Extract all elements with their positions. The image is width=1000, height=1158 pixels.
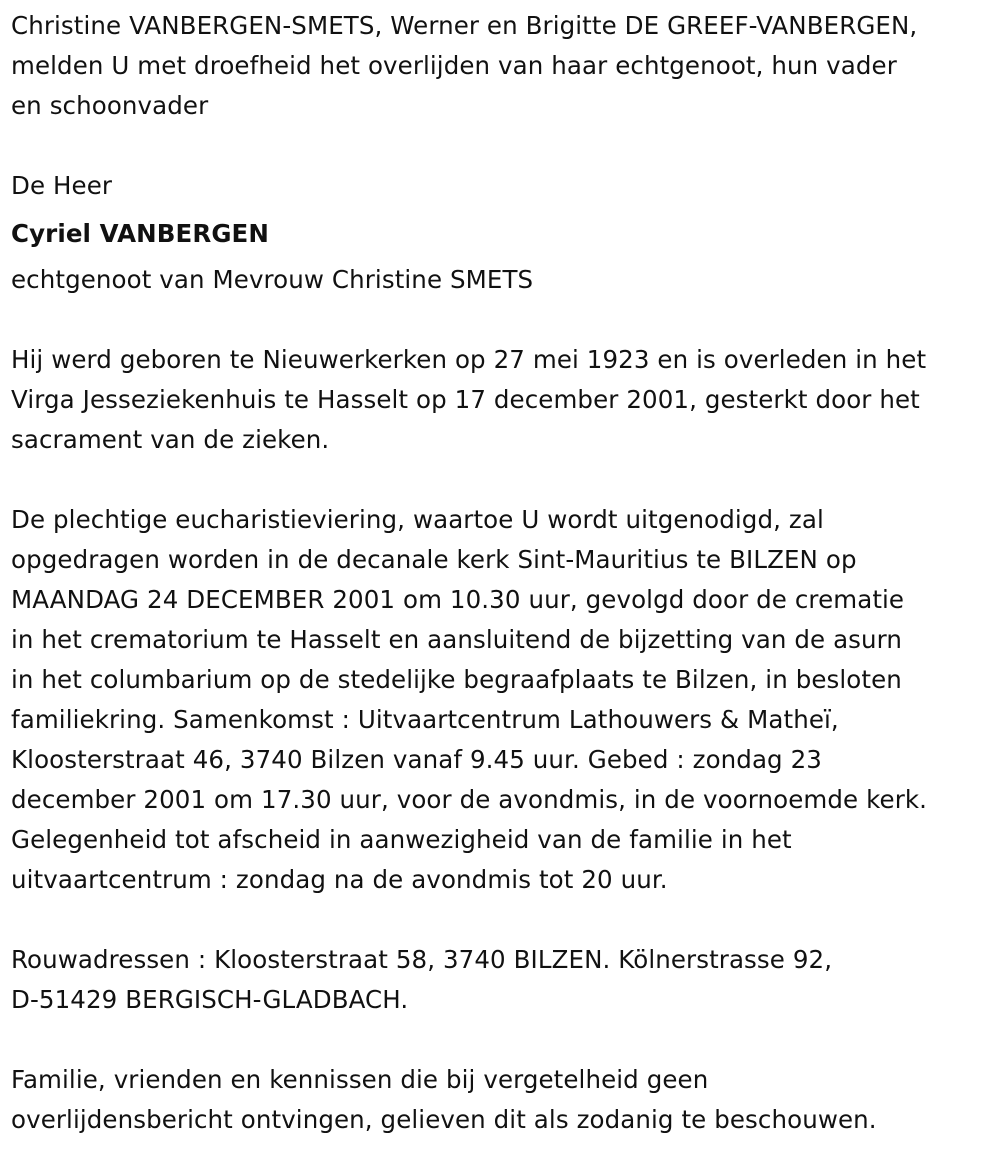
- deceased-name: Cyriel VANBERGEN: [11, 219, 269, 248]
- birth-death-paragraph: [11, 340, 996, 460]
- paragraph-line: in het crematorium te Hasselt en aansluitend de bijzetting van de asurn: [11, 625, 903, 654]
- spacer: [11, 1020, 996, 1060]
- ceremony-paragraph: [11, 500, 996, 900]
- paragraph-line: De plechtige eucharistieviering, waartoe U wordt uitgenodigd, zal: [11, 505, 824, 534]
- paragraph-line: Hij werd geboren te Nieuwerkerken op 27 mei 1923 en is overleden in het: [11, 345, 927, 374]
- paragraph-line: MAANDAG 24 DECEMBER 2001 om 10.30 uur, gevolgd door de crematie: [11, 585, 905, 614]
- death-notice: [11, 6, 996, 1140]
- paragraph-line: sacrament van de zieken.: [11, 425, 330, 454]
- paragraph-line: opgedragen worden in de decanale kerk Sint-Mauritius te BILZEN op: [11, 545, 857, 574]
- honorific-title: De Heer: [11, 171, 113, 200]
- spacer: [11, 126, 996, 166]
- paragraph-line: Gelegenheid tot afscheid in aanwezigheid van de familie in het: [11, 825, 792, 854]
- intro-line: en schoonvader: [11, 91, 209, 120]
- paragraph-line: D-51429 BERGISCH-GLADBACH.: [11, 985, 409, 1014]
- deceased-block: [11, 166, 996, 300]
- intro-line: Christine VANBERGEN-SMETS, Werner en Brigitte DE GREEF-VANBERGEN,: [11, 11, 918, 40]
- spacer: [11, 300, 996, 340]
- paragraph-line: Rouwadressen : Kloosterstraat 58, 3740 BILZEN. Kölnerstrasse 92,: [11, 945, 833, 974]
- intro-paragraph: [11, 6, 996, 126]
- paragraph-line: Kloosterstraat 46, 3740 Bilzen vanaf 9.45 uur. Gebed : zondag 23: [11, 745, 822, 774]
- paragraph-line: in het columbarium op de stedelijke begraafplaats te Bilzen, in besloten: [11, 665, 902, 694]
- closing-paragraph: [11, 1060, 996, 1140]
- spouse-line: echtgenoot van Mevrouw Christine SMETS: [11, 265, 534, 294]
- paragraph-line: december 2001 om 17.30 uur, voor de avondmis, in de voornoemde kerk.: [11, 785, 928, 814]
- paragraph-line: familiekring. Samenkomst : Uitvaartcentrum Lathouwers & Matheï,: [11, 705, 839, 734]
- spacer: [11, 460, 996, 500]
- paragraph-line: Familie, vrienden en kennissen die bij vergetelheid geen: [11, 1065, 709, 1094]
- paragraph-line: Virga Jesseziekenhuis te Hasselt op 17 december 2001, gesterkt door het: [11, 385, 920, 414]
- spacer: [11, 900, 996, 940]
- paragraph-line: overlijdensbericht ontvingen, gelieven dit als zodanig te beschouwen.: [11, 1105, 877, 1134]
- addresses-paragraph: [11, 940, 996, 1020]
- paragraph-line: uitvaartcentrum : zondag na de avondmis tot 20 uur.: [11, 865, 668, 894]
- intro-line: melden U met droefheid het overlijden van haar echtgenoot, hun vader: [11, 51, 897, 80]
